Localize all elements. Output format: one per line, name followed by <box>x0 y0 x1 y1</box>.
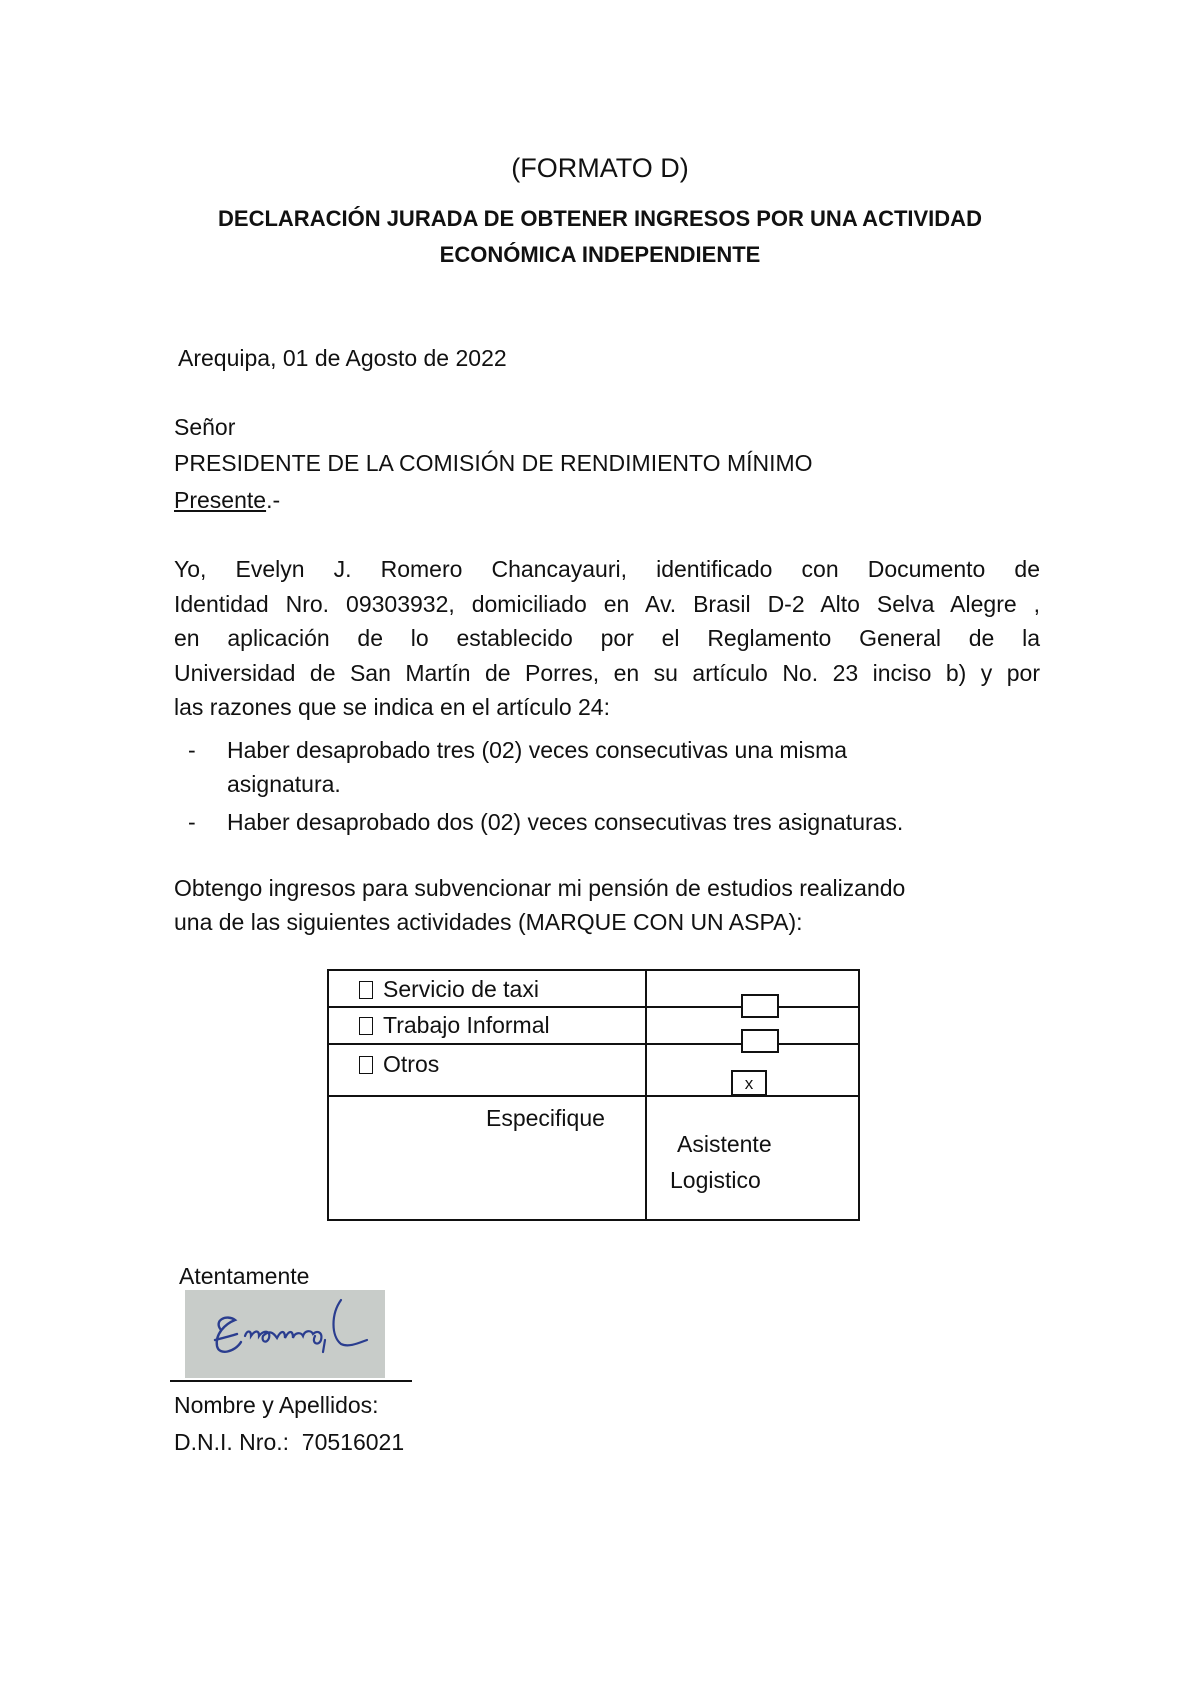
recipient: PRESIDENTE DE LA COMISIÓN DE RENDIMIENTO MÍNIMO <box>174 450 813 476</box>
paragraph-line: en aplicación de lo establecido por el Reglamento General de la <box>174 625 1040 651</box>
specify-label-cell <box>328 1096 646 1220</box>
option-label: Trabajo Informal <box>383 1012 550 1038</box>
option-label-cell <box>328 1044 646 1096</box>
format-title: (FORMATO D) <box>511 153 689 183</box>
document-title-line1: DECLARACIÓN JURADA DE OBTENER INGRESOS POR UNA ACTIVIDAD <box>218 206 982 231</box>
place-date: Arequipa, 01 de Agosto de 2022 <box>178 345 507 371</box>
signature-line <box>170 1380 412 1382</box>
paragraph-line: las razones que se indica en el artículo 24: <box>174 694 610 720</box>
option-label: Servicio de taxi <box>383 976 539 1002</box>
bullet-text-continued: asignatura. <box>227 771 341 797</box>
option-label-cell <box>328 1007 646 1044</box>
checkbox-trabajo-informal[interactable] <box>741 1029 779 1053</box>
bullet-text: Haber desaprobado tres (02) veces consecutivas una misma <box>227 737 848 763</box>
paragraph-line: Identidad Nro. 09303932, domiciliado en Av. Brasil D-2 Alto Selva Alegre , <box>174 590 1040 617</box>
income-line2: una de las siguientes actividades (MARQUE CON UN ASPA): <box>174 909 803 935</box>
income-line1: Obtengo ingresos para subvencionar mi pensión de estudios realizando <box>174 875 906 901</box>
signature-image <box>185 1290 385 1378</box>
option-row <box>328 1007 859 1044</box>
bullet-dash: - <box>188 737 196 763</box>
checkbox-otros[interactable]: x <box>731 1070 767 1096</box>
declaration-paragraph <box>174 552 1040 725</box>
option-row <box>328 970 859 1007</box>
option-mark-cell <box>646 970 859 1007</box>
paragraph-line: Universidad de San Martín de Porres, en su artículo No. 23 inciso b) y por <box>174 659 1040 686</box>
option-label: Otros <box>383 1051 440 1077</box>
specify-value-cell[interactable] <box>646 1096 859 1220</box>
checkbox-taxi[interactable] <box>741 994 779 1018</box>
presente-text: Presente <box>174 487 267 513</box>
closing: Atentamente <box>179 1263 310 1289</box>
signature-icon <box>185 1290 385 1378</box>
activity-options-table <box>327 969 860 1221</box>
specify-value-line2: Logistico <box>670 1167 761 1193</box>
bullet-text: Haber desaprobado dos (02) veces consecutivas tres asignaturas. <box>227 809 904 835</box>
bullet-box-icon <box>359 1017 373 1035</box>
presente-suffix: .- <box>266 487 281 513</box>
salutation: Señor <box>174 414 236 440</box>
specify-row <box>328 1096 859 1220</box>
name-label: Nombre y Apellidos: <box>174 1392 379 1418</box>
option-row <box>328 1044 859 1096</box>
presente-line <box>174 484 280 516</box>
specify-label: Especifique <box>486 1105 605 1131</box>
paragraph-line: Yo, Evelyn J. Romero Chancayauri, identificado con Documento de <box>174 556 1040 582</box>
specify-value-line1: Asistente <box>677 1131 772 1157</box>
dni-line: D.N.I. Nro.: 70516021 <box>174 1429 405 1455</box>
bullet-box-icon <box>359 1056 373 1074</box>
bullet-dash: - <box>188 809 196 835</box>
bullet-box-icon <box>359 981 373 999</box>
option-label-cell <box>328 970 646 1007</box>
document-title-line2: ECONÓMICA INDEPENDIENTE <box>439 242 761 267</box>
